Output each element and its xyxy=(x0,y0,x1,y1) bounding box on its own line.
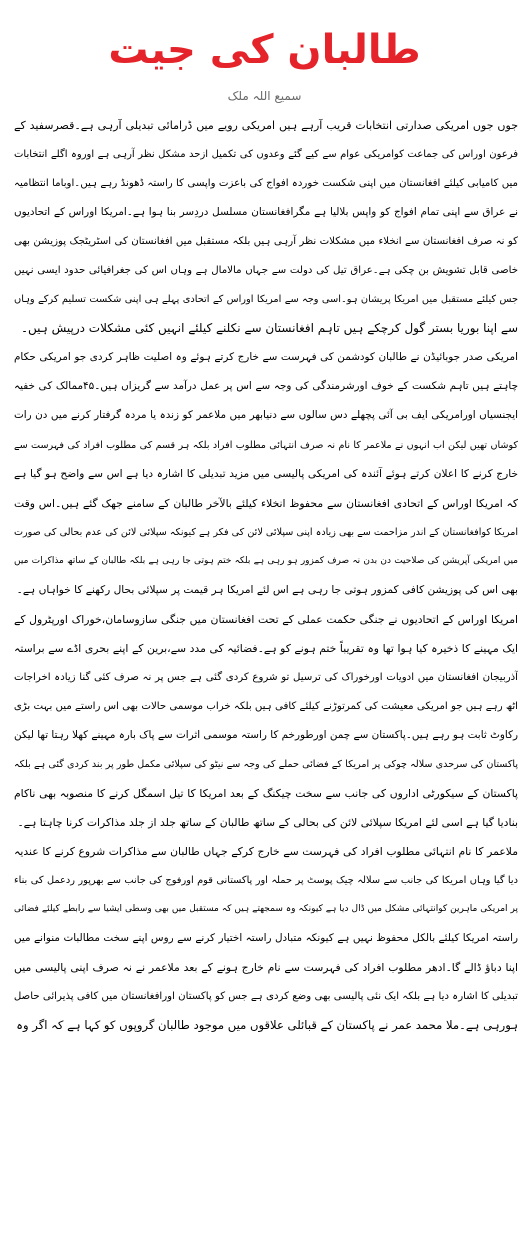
article-line: پاکستان کی سرحدی سلالہ چوکی پر امریکا کے فضائی حملے کی وجہ سے نیٹو کی سپلائی مکمل طور پر بند کردی گئی ہے بلکہ xyxy=(14,759,518,771)
article-line: ایک مہینے کا ذخیرہ کیا ہوا تھا وہ تقریباً ختم ہونے کو ہے۔فضائیہ کی مدد سے،برین کے اپنے بحری اڈے سے براستہ xyxy=(14,641,518,655)
article-line: راستہ امریکا کیلئے بالکل محفوظ نہیں ہے کیونکہ متبادل راستہ اختیار کرنے سے روس اپنے سخت مطالبات منوانے میں xyxy=(14,932,518,945)
article-line: فرعون اوراس کی جماعت کوامریکی عوام سے کیے گئے وعدوں کی تکمیل ازحد مشکل نظر آرہی ہے اوروہ اگلے انتخابات xyxy=(14,149,518,161)
article-line: خارج کرنے کا اعلان کرتے ہوئے آئندہ کی امریکی پالیسی میں مزید تبدیلی کا اشارہ دیا ہے اس سے واضح ہو گیا ہے xyxy=(14,467,518,480)
article-line: میں امریکی آپریشن کی صلاحیت دن بدن نہ صرف کمزور ہو رہی ہے بلکہ ختم ہوتی جا رہی ہے بلکہ طالبان کے ساتھ مذاکرات میں xyxy=(14,555,518,566)
article-line: کوشاں تھیں لیکن اب انہوں نے ملاعمر کا نام نہ صرف انتہائی مطلوب افراد بلکہ ہر قسم کی مطلوب افراد کی فہرست سے xyxy=(14,439,518,451)
article-line: کو نہ صرف افغانستان سے انخلاء میں مشکلات نظر آرہی ہیں بلکہ مستقبل میں افغانستان کی اسٹریٹجک پوزیشن بھی xyxy=(14,236,518,248)
article-line: سے اپنا بوریا بستر گول کرچکے ہیں تاہم افغانستان سے نکلنے کیلئے انہیں کئی مشکلات درپیش ہیں۔ xyxy=(20,321,518,336)
article-line: بھی اس کی پوزیشن کافی کمزور ہوتی جا رہی ہے اس لئے امریکا ہر قیمت پر سپلائی بحال رکھنے کا خواہاں ہے۔ xyxy=(16,583,518,596)
article-line: اپنا دباؤ ڈالے گا۔ادھر مطلوب افراد کی فہرست سے نام خارج ہونے کے بعد ملاعمر نے نہ صرف اپنی پالیسی میں xyxy=(14,961,518,975)
article-line: چاہتے ہیں تاہم شکست کے خوف اورشرمندگی کی وجہ سے اس پر عمل درآمد سے گریزاں ہیں۔۴۵ممالک کی خفیہ xyxy=(14,380,518,393)
article-line: جوں جوں امریکی صدارتی انتخابات قریب آرہے ہیں امریکی رویے میں ڈرامائی تبدیلی آرہی ہے۔قصرسفید کے xyxy=(14,119,518,132)
article-line: امریکی صدر جوبائیڈن نے طالبان کودشمن کی فہرست سے خارج کرتے ہوئے وہ اصلیت ظاہر کردی جو امریکی حکام xyxy=(14,351,518,364)
article-line: پر امریکی ماہرین کوانتہائی مشکل میں ڈال دیا ہے کیونکہ وہ سمجھتے ہیں کہ مستقبل میں بھی وسطی ایشیا سے رابطے کیلئے فضائی xyxy=(14,904,518,915)
article-line: دیا گیا وہاں امریکا کی جانب سے سلالہ چیک پوسٹ پر حملہ اور پاکستانی قوم اورفوج کی جانب سے بھرپور ردعمل کی بناء xyxy=(14,875,518,887)
article-line: پاکستان کے سیکورٹی اداروں کی جانب سے سخت چیکنگ کے بعد امریکا کا تیل اسمگل کرنے کا منصوبہ بھی ناکام xyxy=(14,787,518,801)
article-title: طالبان کی جیت xyxy=(108,27,421,73)
article-line: تبدیلی کا اشارہ دیا ہے بلکہ ایک نئی پالیسی بھی وضع کردی ہے جس کو پاکستان اورافغانستان میں کافی پذیرائی حاصل xyxy=(14,991,518,1003)
article-body xyxy=(14,111,518,1041)
article-line: نے عراق سے اپنی تمام افواج کو واپس بلالیا ہے مگرافغانستان مسلسل دردِسر بنا ہوا ہے۔امریکا اوراس کے اتحادیوں xyxy=(14,206,518,219)
article-line: ایجنسیاں اورامریکی ایف بی آئی پچھلے دس سالوں سے دنیابھر میں ملاعمر کو زندہ یا مردہ گرفتار کرنے میں دن رات xyxy=(14,409,518,422)
article-line: آذربیجان افغانستان میں ادویات اورخوراک کی ترسیل تو شروع کردی گئی ہے جس پر نہ صرف کئی گنا زیادہ اخراجات xyxy=(14,671,518,683)
article-line: میں کامیابی کیلئے افغانستان میں اپنی شکست خوردہ افواج کی باعزت واپسی کا راستہ ڈھونڈ رہے ہیں۔اوباما انتظامیہ xyxy=(14,178,518,190)
article-line: بنادیا گیا ہے اسی لئے امریکا سپلائی لائن کی بحالی کے ساتھ طالبان کے ساتھ جلد از جلد مذاکرات کرنا چاہتا ہے۔ xyxy=(17,816,518,830)
article-line: ملاعمر کا نام انتہائی مطلوب افراد کی فہرست سے خارج کرکے جہاں طالبان سے مذاکرات شروع کرنے کا عندیہ xyxy=(14,845,518,859)
article-line: جس کیلئے مستقبل میں امریکا پریشان ہو۔اسی وجہ سے امریکا اوراس کے اتحادی پہلے ہی اپنی شکست تسلیم کرکے وہاں xyxy=(14,294,518,306)
article-line: امریکا اوراس کے اتحادیوں نے جنگی حکمت عملی کے تحت افغانستان میں جنگی سازوسامان،خوراک اورپٹرول کے xyxy=(14,612,518,626)
author-byline: سمیع اللہ ملک xyxy=(227,89,302,103)
article-line: رکاوٹ ثابت ہو رہے ہیں۔پاکستان سے چمن اورطورخم کا راستہ موسمی اثرات سے پاک بارہ مہینے کھلا رہتا تھا لیکن xyxy=(14,728,518,741)
article-line: امریکا کوافغانستان کے اندر مزاحمت سے بھی زیادہ اپنی سپلائی لائن کی فکر ہے کیونکہ سپلائی لائن کی عدم بحالی کی صورت xyxy=(14,526,518,538)
article-line: اٹھ رہے ہیں جو امریکی معیشت کی کمرتوڑنے کیلئے کافی ہیں بلکہ خراب موسمی حالات بھی اس راستے میں بہت بڑی xyxy=(14,700,518,712)
article-line: کہ امریکا اوراس کے اتحادی افغانستان سے محفوظ انخلاء کیلئے بالآخر طالبان کے سامنے جھک گئے ہیں۔اس وقت xyxy=(14,496,518,510)
article-line: خاصی قابل تشویش بن چکی ہے۔عراق تیل کی دولت سے جہاں مالامال ہے وہاں اس کی جغرافیائی حدود ایسی نہیں xyxy=(14,265,518,277)
article-line: ہورہی ہے۔ملا محمد عمر نے پاکستان کے قبائلی علاقوں میں موجود طالبان گروپوں کو کہا ہے کہ اگر وہ xyxy=(16,1018,518,1033)
